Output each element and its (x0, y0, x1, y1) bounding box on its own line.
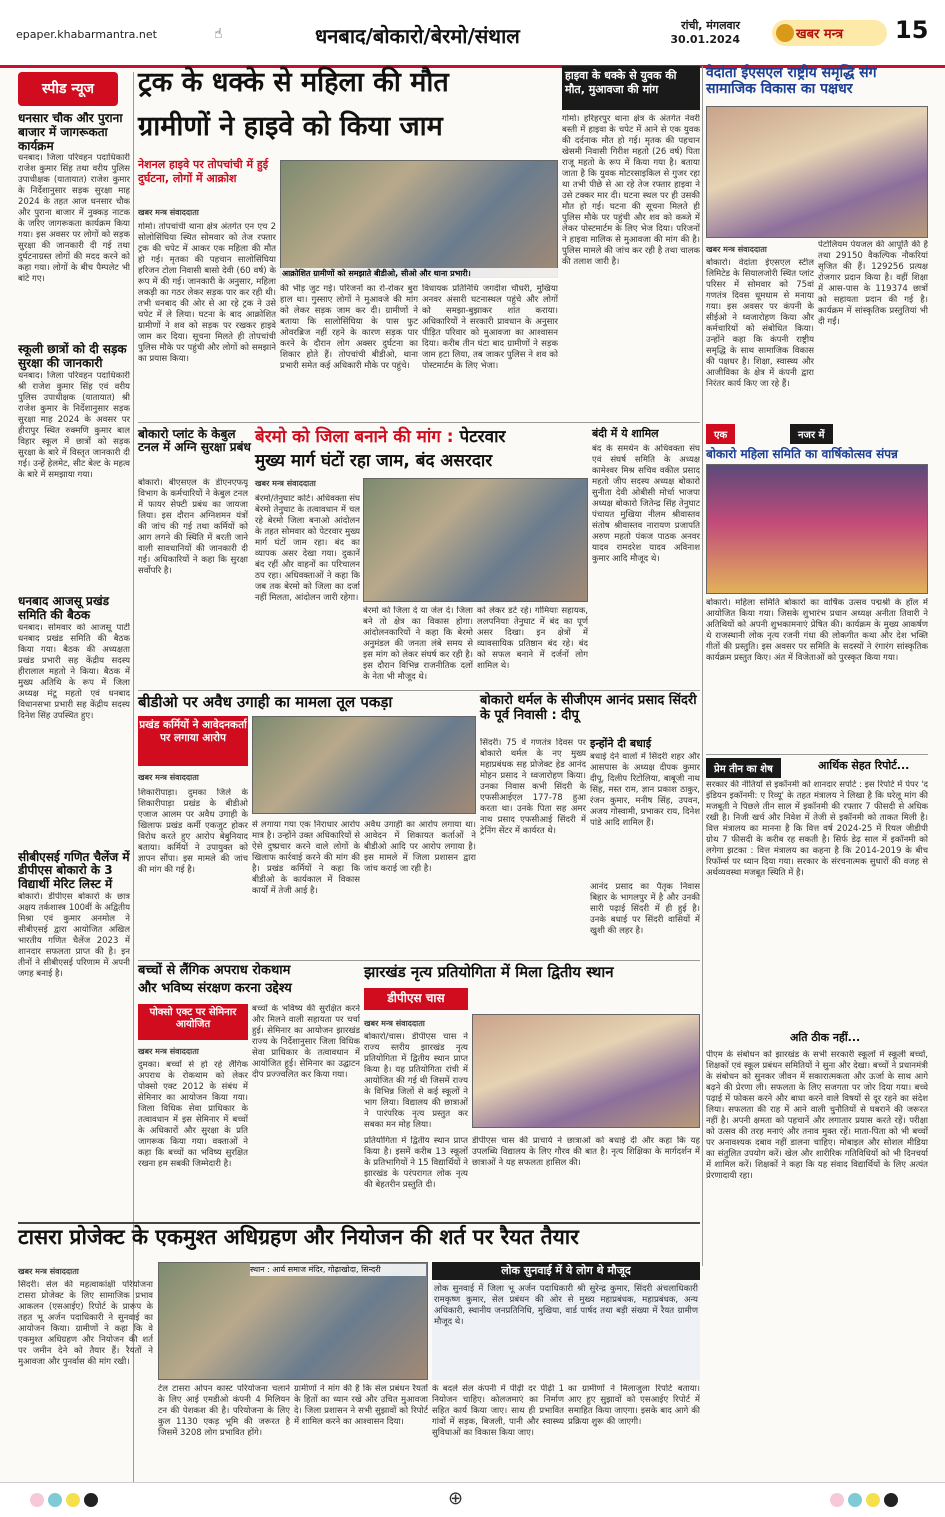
abuse-headline-line1: बच्चों से लैंगिक अपराध रोकथाम (138, 963, 291, 978)
dance-body-col2: प्रतियोगिता में द्वितीय स्थान प्राप्त किया है। इसमें करीब 13 स्कूलों के प्रतिभागियों ने 15 विद्यार्थियों ने झारखंड के परंपरागत लोक नृत्य की बेहतरीन प्रस्तुति दी। (364, 1136, 468, 1190)
bdo-body-col3: अवैध उगाही का आरोप लगाया था। आवेदन में शिकायत कर्ताओं ने बीडीओ आदि पर आरोप लगाया है। इस मामले में जिला प्रशासन द्वारा जांच कराई जा रही है। (364, 820, 476, 874)
bdo-body-col2: से लगाया गया एक निराधार आरोप मात्र है। उन्होंने उक्त अधिकारियों से ऐसे दुष्प्रचार करने वाले लोगों के खिलाफ कार्रवाई करने की मांग की है। प्रखंड कर्मियों ने कहा कि बीडीओ के कार्यकाल में विकास कार्यों में तेजी आई है। (252, 820, 360, 896)
page-number: 15 (895, 16, 929, 44)
abuse-body-col2: बच्चों के भविष्य की सुरक्षित करने और मिलने वाली सहायता पर चर्चा हुई। सेमिनार का आयोजन झारखंड राज्य के निर्देशानुसार जिला विधिक सेवा प्राधिकार के तत्वावधान में आयोजित हुई। सेमिनार का उद्घाटन दीप प्रज्ज्वलित कर किया गया। (252, 1004, 360, 1080)
bdo-byline: खबर मन्त्र संवाददाता (138, 773, 199, 782)
speed-item-2-headline: स्कूली छात्रों को दी सड़क सुरक्षा की जानकारी (18, 342, 127, 371)
tasra-box-body: लोक सुनवाई में जिला भू अर्जन पदाधिकारी श्री सुरेन्द्र कुमार, सिंदरी अंचलाधिकारी रामकृष्ण कुमार, सेल प्रबंधन की ओर से मुख्य महाप्रबंधक, महाप्रबंधक, अन्य अधिकारी, स्थानीय जनप्रतिनिधि, मुखिया, वार्ड पार्षद तथा बड़ी संख्या में रैयत ग्रामीण मौजूद थे। (432, 1282, 700, 1380)
site-url[interactable]: epaper.khabarmantra.net (16, 28, 157, 41)
color-dot (830, 1493, 844, 1507)
side-story-headline: हाइवा के धक्के से युवक की मौत, मुआवजा की मांग (562, 66, 700, 110)
economy-tab: प्रेम तीन का शेष (706, 758, 781, 778)
page-footer (0, 1482, 945, 1517)
economy-subhead: अति ठीक नहीं... (790, 1031, 861, 1044)
lead-body-col1: गोमो। तोपचांची थाना क्षेत्र अंतर्गत एन एच 2 सोलोसिंघिया स्थित सोमवार को तेज रफ्तार ट्रक की चपेट में आकर एक महिला की मौत हो गई। मृतका की पहचान सालोसिंघिया हरिजन टोला निवासी बासो देवी (60 वर्ष) के रूप में की गई। जानकारी के अनुसार, महिला लकड़ी का गठर लेकर सड़क पार कर रही थी। तभी धनबाद की ओर से आ रहे ट्रक ने उसे चपेट में ले लिया। घटना के बाद आक्रोशित ग्रामीणों ने शव को सड़क पर रखकर हाइवे जाम कर दिया। सूचना मिलते ही तोपचांची पुलिस मौके पर पहुंची और लोगों को समझाने का प्रयास किया। (138, 222, 276, 364)
speed-item-4-body: बोकारो। डीपीएस बोकारो के छात्र अक्षय तर्कशास्त्र 100वीं के अद्वितीय मिश्रा एवं कुमार अनमोल ने सीबीएसई द्वारा आयोजित अखिल भारतीय गणित चैलेंज 2023 में शानदार सफलता प्राप्त की है। इन तीनों ने सीबीएसई परिणाम में अपनी जगह बनाई है। (18, 891, 130, 979)
lead-body-col2: की भीड़ जुट गई। परिजनों का रो-रोकर बुरा हाल था। गुस्साए लोगों ने मुआवजे की मांग को लेकर सड़क जाम कर दी। ग्रामीणों ने बताया कि सालोसिंघिया के पास फुट ओवरब्रिज नहीं रहने के कारण सड़क पार करने के दौरान लोग अक्सर दुर्घटना का शिकार होते हैं। तोपचांची बीडीओ, थाना प्रभारी समेत कई अधिकारी मौके पर पहुंचे। (280, 284, 418, 371)
thermal-body-col3: आनंद प्रसाद का पैतृक निवास बिहार के भागलपुर में है और उनकी सारी पढ़ाई सिंदरी में ही हुई है। उनके बधाई पर सिंदरी वासियों में खुशी की लहर है। (590, 882, 700, 936)
bdo-headline: बीडीओ पर अवैध उगाही का मामला तूल पकड़ा (138, 693, 393, 711)
bermo-photo (363, 478, 588, 602)
vedanta-headline: वेदांता ईएसएल राष्ट्रीय समृद्धि संग सामाजिक विकास का पक्षधर (706, 65, 877, 97)
speed-item-1-body: धनबाद। जिला परिवहन पदाधिकारी राजेश कुमार सिंह तथा वरीय पुलिस उपाधीक्षक (यातायात) राजेश कुमार के निर्देशानुसार सड़क सुरक्षा माह 2024 के तहत आज धनसार चौक और पुराना बाजार में नुक्कड़ नाटक के जरिए जागरूकता कार्यक्रम किया गया। इस अवसर पर लोगों को सड़क सुरक्षा की जानकारी दी गई तथा दुर्घटनाग्रस्त लोगों की मदद करने को कहा गया। लोगों के बीच पैम्पलेट भी बांटे गए। (18, 153, 130, 285)
side-story-body: गोमो। हरिहरपुर थाना क्षेत्र के अंतर्गत नेवरी बस्ती में हाइवा के चपेट में आने से एक युवक की दर्दनाक मौत हो गई। मृतक की पहचान खेसमी निवासी गिरीश महतो (26 वर्ष) पिता राजू महतो के रूप में किया गया है। बताया जाता है कि युवक मोटरसाइकिल से गुजर रहा था तभी पीछे से आ रहे तेज रफ्तार हाइवा ने उसे टक्कर मार दी। घटना स्थल पर ही उसकी मौत हो गई। घटना की सूचना मिलते ही पुलिस मौके पर पहुंची और शव को कब्जे में लेकर पोस्टमार्टम के लिए भेज दिया। परिजनों ने हाइवा मालिक से मुआवजा की मांग की है। पुलिस मामले की जांच कर रही है तथा चालक की तलाश जारी है। (562, 114, 700, 267)
dateline (630, 18, 740, 46)
economy-body: सरकार की नीतियों से इकॉनमी को शानदार सपोर्ट : इस रिपोर्ट में पेपर 'द इंडियन इकॉनमी: ए रिव्यू' के तहत मंत्रालय ने लिखा है कि घरेलू मांग की मजबूती ने पिछले तीन साल में इकॉनमी की रफ्तार 7 फीसदी से अधिक रखी है। निजी खर्च और निवेश में तेजी से इकॉनमी को ताकत मिली है। वित्त मंत्रालय का मानना है कि वित्त वर्ष 2024-25 में रियल जीडीपी ग्रोथ 7 फीसदी के करीब रह सकती है। सिर्फ डेढ़ साल में इकॉनमी को लगेगा झटका : वित्त मंत्रालय का कहना है कि 2014-2019 के बीच रिफॉर्म्स पर ध्यान दिया गया। सरकार के संरचनात्मक सुधारों की वजह से अर्थव्यवस्था मजबूत स्थिति में है। (706, 780, 928, 878)
bandi-body: बंद के समर्थन के अधिवक्ता संघ एवं संघर्ष समिति के अध्यक्ष कामेश्वर मिश्र सचिव वकील प्रसाद महतो जीप सदस्य अध्यक्ष बोकारो सुनीता देवी ओबीसी मोर्चा भाजपा अध्यक्ष बोकारो जितेन्द्र सिंह तेनुघाट पंचायत मुखिया नीलम श्रीवास्तव संतोष श्रीवास्तव नारायण प्रजापति अरुण महतो पंकज पाठक अनवर यादव रामदरेश यादव अविनाश कुमार आदि मौजूद थे। (592, 444, 700, 564)
tasra-photo (158, 1262, 428, 1380)
abuse-headline-line2: और भविष्य संरक्षण करना उद्देश्य (138, 981, 292, 996)
dance-body-col1: बोकारो/चास। डीपीएस चास ने राज्य स्तरीय झारखंड नृत्य प्रतियोगिता में द्वितीय स्थान प्राप्त किया है। यह प्रतियोगिता रांची में आयोजित की गई थी जिसमें राज्य के विभिन्न जिलों से कई स्कूलों ने भाग लिया। विद्यालय की छात्राओं ने पारंपरिक नृत्य प्रस्तुत कर सबका मन मोह लिया। (364, 1032, 468, 1130)
bermo-body-col3: को लेकर डटे रहे। गोमियाः सहायक, ललपनियाः तेनुघाट में बंद का पूर्ण असर दिखा। इन क्षेत्रों में व्यावसायिक प्रतिष्ठान बंद रहे। बंद को सफल बनाने में दर्जनों लोग शामिल थे। (477, 606, 588, 671)
bdo-body-col1: शिकारीपाड़ा। दुमका जिले के शिकारीपाड़ा प्रखंड के बीडीओ एजाज आलम पर अवैध उगाही के खिलाफ प्रखंड कर्मी एकजुट होकर विरोध करते हुए आरोप बेबुनियाद बताया। कर्मियों ने उपायुक्त को ज्ञापन सौंपा। इस मामले की जांच की मांग की गई है। (138, 788, 248, 875)
lead-photo (280, 160, 558, 278)
thermal-body-col2: बधाई देने वालों में सिंदरी शहर और आसपास के अध्यक्ष दीपक कुमार दीपू, दिलीप रिटोलिया, बाबूजी नाथ सिंह, मस्त राम, ज्ञान प्रकाश ठाकुर, रंजन कुमार, मनीष सिंह, उपवन, अजय गोस्वामी, प्रभाकर राय, दिनेश पांडे आदि शामिल हैं। (590, 752, 700, 828)
section-rule (18, 1222, 700, 1224)
ek-tab: एक (706, 424, 735, 444)
vedanta-body: बोकारो। वेदांता ईएसएल स्टील लिमिटेड के सियालजोरी स्थित प्लांट परिसर में सोमवार को 75वां गणतंत्र दिवस धूमधाम से मनाया गया। इस अवसर पर कंपनी के सीईओ ने ध्वजारोहण किया और कर्मचारियों को संबोधित किया। उन्होंने कहा कि कंपनी राष्ट्रीय समृद्धि के साथ सामाजिक विकास की पक्षधर है। शिक्षा, स्वास्थ्य और आजीविका के क्षेत्र में कंपनी द्वारा निरंतर कार्य किए जा रहे हैं। (706, 258, 814, 389)
section-rule (706, 754, 928, 755)
tasra-byline: खबर मन्त्र संवाददाता (18, 1267, 79, 1276)
dance-redbox: डीपीएस चास (364, 988, 468, 1010)
color-dot (48, 1493, 62, 1507)
bermo-headline-black: पेटरवार (459, 427, 506, 447)
lead-byline: खबर मन्त्र संवाददाता (138, 208, 199, 217)
bermo-byline: खबर मन्त्र संवाददाता (255, 479, 316, 488)
bermo-body-col1: बेरमो/तेनुघाट कोर्ट। अधिवक्ता संघ बेरमो तेनुघाट के तत्वावधान में चल रहे बेरमो जिला बनाओ आंदोलन के तहत सोमवार को पेटरवार मुख्य मार्ग घंटों जाम रहा। बंद का व्यापक असर देखा गया। दुकानें बंद रहीं और वाहनों का परिचालन ठप रहा। अधिवक्ताओं ने कहा कि जब तक बेरमो को जिला का दर्जा नहीं मिलता, आंदोलन जारी रहेगा। (255, 494, 360, 603)
section-rule (138, 422, 700, 423)
section-title: धनबाद/बोकारो/बेरमो/संथाल (315, 24, 520, 48)
city-day: रांची, मंगलवार (681, 19, 740, 32)
lead-headline-line1: ट्रक के धक्के से महिला की मौत (138, 67, 449, 98)
footer-color-dots-right (830, 1492, 902, 1511)
bermo-headline-red: बेरमो को जिला बनाने की मांग : (255, 427, 454, 447)
bermo-body-col2: बेरमो को जिला दे या जेल दे। जिला बने तो क्षेत्र का विकास होगा। आंदोलनकारियों ने कहा कि बेरमो अनुमंडल की जनता लंबे समय से इस मांग को लेकर संघर्ष कर रही है। इस दौरान विभिन्न राजनीतिक दलों के नेता भी मौजूद थे। (363, 606, 473, 682)
abuse-redbox: पोक्सो एक्ट पर सेमिनार आयोजित (138, 1004, 248, 1040)
thermal-body-col1: सिंदरी। 75 वें गणतंत्र दिवस पर बोकारो थर्मल के नए मुख्य महाप्रबंधक सह प्रोजेक्ट हेड आनंद मोहन प्रसाद ने ध्वजारोहण किया। उनका निवास कभी सिंदरी के एफसीआईएल 177-78 हुआ करता था। उनके पिता सह अमर नाथ प्रसाद एफसीआई सिंदरी में ट्रेनिंग सेंटर में कार्यरत थे। (480, 738, 586, 836)
tasra-box-headline: लोक सुनवाई में ये लोग थे मौजूद (432, 1262, 700, 1280)
bermo-headline-line2: मुख्य मार्ग घंटों रहा जाम, बंद असरदार (255, 451, 493, 471)
brand-badge: खबर मन्त्र (772, 20, 887, 46)
dance-byline: खबर मन्त्र संवाददाता (364, 1019, 425, 1028)
tasra-headline: टासरा प्रोजेक्ट के एकमुश्त अधिग्रहण और नियोजन की शर्त पर रैयत तैयार (18, 1225, 579, 1249)
fire-body: बोकारो। बीएसएल के डीएनएफयू विभाग के कर्मचारियों ने केबुल टनल में फायर सेफ्टी प्रबंध का जायजा लिया। इस दौरान अग्निशमन यंत्रों की जांच की गई तथा कर्मियों को आग लगने की स्थिति में बरती जाने वाली सावधानियों की जानकारी दी गई। अधिकारियों ने कहा कि सुरक्षा सर्वोपरि है। (138, 478, 248, 576)
brand-logo-icon (776, 24, 794, 42)
economy-headline: आर्थिक सेहत रिपोर्ट... (818, 759, 910, 772)
nazar-tab: नजर में (790, 424, 833, 444)
ek-nazar-photo (706, 464, 928, 594)
color-dot (66, 1493, 80, 1507)
vedanta-body-col2: पेटोलियम पेयजल की आपूर्ति की है तथा 29150 वैकल्पिक नौकरियां सृजित की हैं। 129256 प्रत्यक्ष रोजगार प्रदान किया है। वहीं शिक्षा में आस-पास के 119374 छात्रों को सहायता प्रदान की गई है। कार्यक्रम में सांस्कृतिक प्रस्तुतियां भी दी गईं। (818, 240, 928, 327)
abuse-body-col1: दुमका। बच्चों से हो रहे लैंगिक अपराध के रोकथाम को लेकर पोक्सो एक्ट 2012 के संबंध में सेमिनार का आयोजन किया गया। जिला विधिक सेवा प्राधिकार के तत्वावधान में इस सेमिनार में बच्चों के अधिकारों और सुरक्षा के प्रति जागरूक किया गया। वक्ताओं ने कहा कि बच्चों का भविष्य सुरक्षित रखना हम सबकी जिम्मेदारी है। (138, 1060, 248, 1169)
speed-item-1-headline: धनसार चौक और पुराना बाजार में जागरूकता कार्यक्रम (18, 112, 123, 153)
thermal-subhead: इन्होंने दी बधाई (590, 737, 652, 750)
speed-item-3-headline: धनबाद आजसू प्रखंड समिति की बैठक (18, 593, 110, 622)
speed-news-badge: स्पीड न्यूज (18, 72, 118, 106)
color-dot (884, 1493, 898, 1507)
tasra-body-col4: के बदले सेल कंपनी में पीढ़ी दर पीढ़ी 1 नियोजन चाहिए। कोलजमाएं का निर्माण सहित कार्य किया जाए। साथ ही प्रभावित गांवों में सड़क, बिजली, पानी और स्वास्थ्य सुविधाओं का विकास किया जाए। (432, 1384, 564, 1438)
issue-date: 30.01.2024 (670, 33, 740, 46)
bermo-headline (255, 428, 590, 447)
column-rule (702, 66, 703, 1266)
color-dot (84, 1493, 98, 1507)
dance-photo (472, 1014, 700, 1128)
tasra-photo-banner: स्थान : आर्य समाज मंदिर, गोढ़ाखोदा, सिन्दरी (250, 1264, 426, 1276)
abuse-byline: खबर मन्त्र संवाददाता (138, 1047, 199, 1056)
vedanta-byline: खबर मन्त्र संवाददाता (706, 245, 767, 254)
bdo-redbox: प्रखंड कर्मियों ने आवेदनकर्ता पर लगाया आरोप (138, 716, 248, 766)
color-dot (848, 1493, 862, 1507)
vedanta-photo (706, 106, 928, 238)
thermal-headline: बोकारो थर्मल के सीजीएम आनंद प्रसाद सिंदरी के पूर्व निवासी : दीपू (480, 693, 697, 723)
tasra-body-col1: सिंदरी। सेल की महत्वाकांक्षी परियोजना टासरा प्रोजेक्ट के लिए सामाजिक प्रभाव आकलन (एसआईए) रिपोर्ट के प्रारूप के तहत भू अर्जन पदाधिकारी ने सुनवाई का आयोजन किया। ग्रामीणों ने कहा कि वे एकमुश्त अधिग्रहण और नियोजन की शर्त पर जमीन देने को तैयार हैं। रैयतों ने मुआवजा और पुनर्वास की मांग रखी। (18, 1280, 153, 1367)
section-rule (138, 690, 700, 691)
color-dot (30, 1493, 44, 1507)
tasra-body-col3: ग्रामीणों ने मांग की है कि सेल प्रबंधन रैयतों के हितों का ध्यान रखे और उचित मुआवजा दे। जिला प्रशासन ने सभी सुझावों को रिपोर्ट में शामिल करने का आश्वासन दिया। (294, 1384, 428, 1427)
economy-body2: पीएम के संबोधन को झारखंड के सभी सरकारी स्कूलों में स्कूली बच्चों, शिक्षकों एवं स्कूल प्रबंधन समितियों ने सुना और देखा। बच्चों ने प्रधानमंत्री के संबोधन को सुनकर जीवन में सकारात्मकता और ऊर्जा के साथ आगे बढ़ने की प्रेरणा ली। सफलता के लिए सजगता पर जोर दिया गया। बच्चे पढ़ाई में फोकस करने और बाधा करने वाले विषयों से दूर रहने का संदेश लिया। सफलता की राह में आने वाली चुनौतियों से घबराने की जरूरत नहीं है। अपनी क्षमता को पहचानें और लगातार प्रयास करते रहें। परीक्षा को उत्सव की तरह मनाएं और तनाव मुक्त रहें। माता-पिता को भी बच्चों पर अनावश्यक दबाव नहीं डालना चाहिए। मोबाइल और सोशल मीडिया का संतुलित उपयोग करें। खेल और शारीरिक गतिविधियों को भी दिनचर्या में शामिल करें। शिक्षकों ने कहा कि यह संवाद विद्यार्थियों के लिए अत्यंत प्रेरणादायी रहा। (706, 1050, 928, 1181)
lead-body-col3: विधायक प्रतिनिधि जगदीश चौधरी, मुखिया अनवर अंसारी घटनास्थल पहुंचे और लोगों को समझा-बुझाकर शांत कराया। अधिकारियों ने सरकारी प्रावधान के अनुसार पीड़ित परिवार को मुआवजा का आश्वासन दिया। करीब तीन घंटा बाद ग्रामीणों ने सड़क जाम हटा लिया, तब जाकर पुलिस ने शव को पोस्टमार्टम के लिए भेजा। (422, 284, 558, 371)
lead-photo-caption: आक्रोशित ग्रामीणों को समझाते बीडीओ, सीओ और थाना प्रभारी। (280, 268, 558, 280)
section-rule (138, 960, 700, 961)
bandi-headline: बंदी में ये शामिल (592, 427, 659, 440)
tasra-body-col5: का ग्रामीणों ने मिलाजुला रिपोर्ट बताया। आए हुए सुझावों को एसआईए रिपोर्ट में समाहित किया जाएगा। इसके बाद आगे की प्रक्रिया शुरू की जाएगी। (568, 1384, 700, 1427)
tasra-body-col2: टेल टासरा ओपन कास्ट परियोजना चलाने के लिए आई एमडीओ कंपनी 4 मिलियन टन की पेशकश की है। परियोजना के लिए कुल 1130 एकड़ भूमि की जरूरत है जिसमें 3208 लोग प्रभावित होंगे। (158, 1384, 290, 1438)
speed-item-2-body: धनबाद। जिला परिवहन पदाधिकारी श्री राजेश कुमार सिंह एवं वरीय पुलिस उपाधीक्षक (यातायात) श्री राजेश कुमार के निर्देशानुसार सड़क सुरक्षा माह 2024 के अवसर पर हीरापुर स्थित रुक्मणि कुमार बाल विहार स्कूल में छात्रों को सड़क सुरक्षा के बारे में विस्तृत जानकारी दी गई। उन्हें हेलमेट, सीट बेल्ट के महत्व के बारे में समझाया गया। (18, 370, 130, 480)
ek-nazar-headline: बोकारो महिला समिति का वार्षिकोत्सव संपन्न (706, 447, 898, 461)
speed-item-3-body: धनबाद। सोमवार को आजसू पार्टी धनबाद प्रखंड समिति की बैठक किया गया। बैठक की अध्यक्षता प्रखंड प्रभारी सह केंद्रीय सदस्य हीरालाल महतो ने किया। बैठक में मुख्य अतिथि के रूप में जिला अध्यक्ष मंटू महतो एवं धनबाद विधानसभा प्रभारी सह केंद्रीय सदस्य दिनेश सिंह उपस्थित हुए। (18, 622, 130, 721)
ek-nazar-body: बोकारो। महिला समिति बोकारो का वार्षिक उत्सव पद्मश्री के हॉल में आयोजित किया गया। जिसके शुभारंभ प्रधान अध्यक्ष अनीता तिवारी ने अतिथियों को अपनी शुभकामनाएं प्रेषित की। कार्यक्रम के मुख्य आकर्षण थे राजस्थानी लोक नृत्य रजनी गंधा की लोकगीत कथा और देश भक्ति गीतों की प्रस्तुति। इस अवसर पर समिति के सदस्यों ने रंगारंग सांस्कृतिक कार्यक्रम प्रस्तुत किए। अंत में विजेताओं को पुरस्कृत किया गया। (706, 598, 928, 663)
dance-headline: झारखंड नृत्य प्रतियोगिता में मिला द्वितीय स्थान (364, 963, 614, 981)
dance-body-col3: डीपीएस चास की प्राचार्य ने छात्राओं को बधाई दी और कहा कि यह उपलब्धि विद्यालय के लिए गौरव की बात है। नृत्य शिक्षिका के मार्गदर्शन में छात्राओं ने यह सफलता हासिल की। (472, 1136, 700, 1168)
speed-item-4-headline: सीबीएसई गणित चैलेंज में डीपीएस बोकारो के 3 विद्यार्थी मेरिट लिस्ट में (18, 849, 130, 892)
lead-kicker: नेशनल हाइवे पर तोपचांची में हुई दुर्घटना, लोगों में आक्रोश (138, 158, 269, 186)
fire-headline: बोकारो प्लांट के केबुल टनल में अग्नि सुरक्षा प्रबंध (138, 427, 251, 455)
footer-color-dots-left (30, 1492, 102, 1511)
cursor-icon: ☝ (214, 26, 223, 42)
bdo-photo (252, 716, 476, 814)
lead-headline-line2: ग्रामीणों ने हाइवे को किया जाम (138, 111, 443, 142)
color-dot (866, 1493, 880, 1507)
registration-mark-icon: ⊕ (448, 1488, 464, 1509)
